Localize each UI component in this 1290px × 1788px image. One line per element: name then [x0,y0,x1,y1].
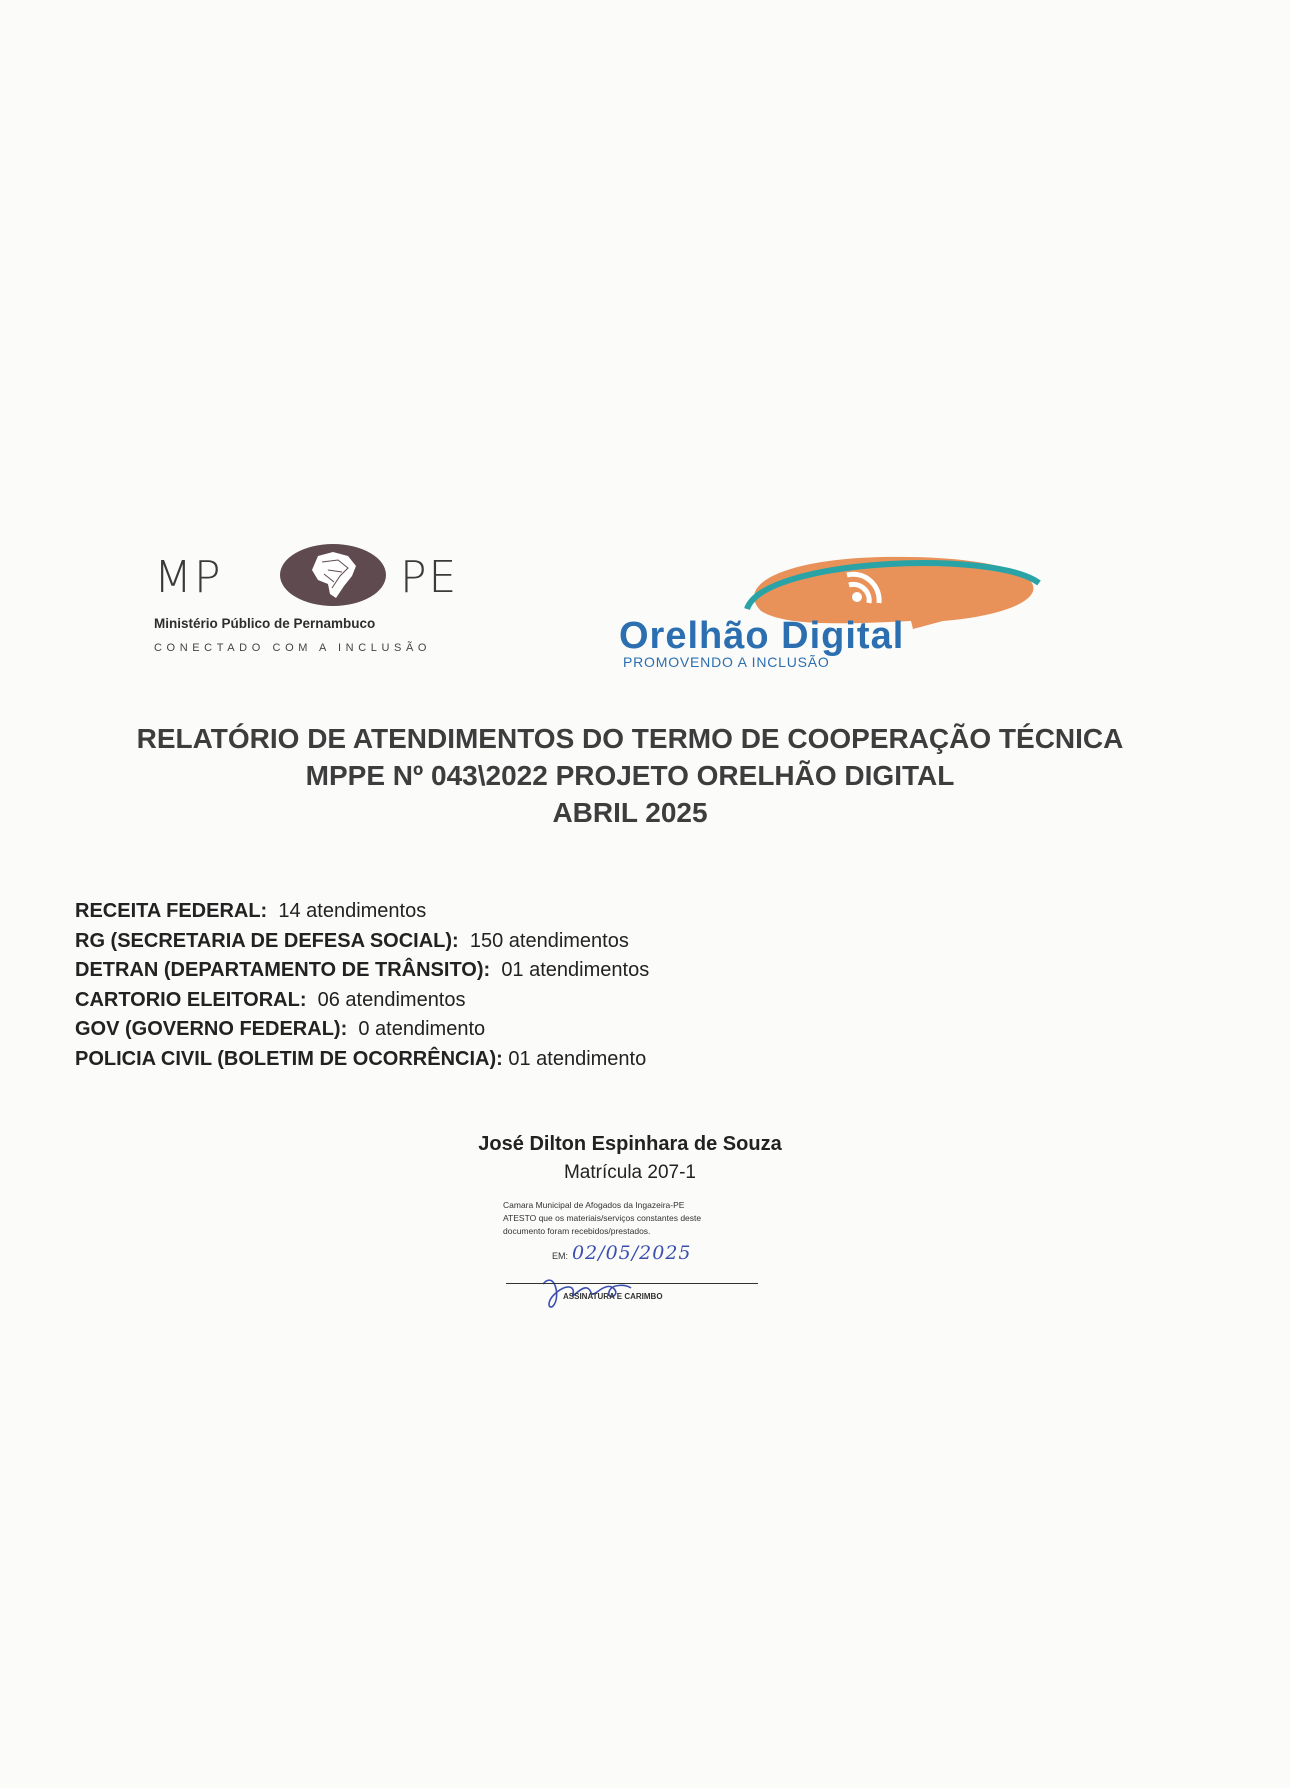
attestation-stamp [500,1200,770,1315]
report-list [75,897,649,1074]
stamp-signature-rule [506,1283,758,1284]
report-item-rg [75,927,649,957]
mppe-wordmark [150,540,490,612]
report-item-policia-civil [75,1045,649,1075]
mppe-logo [150,540,490,660]
report-item-label: DETRAN (DEPARTAMENTO DE TRÂNSITO): [75,959,491,981]
report-item-cartorio-eleitoral [75,986,649,1016]
handwritten-signature-icon [535,1262,645,1312]
report-item-receita-federal [75,897,649,927]
stamp-date-label: EM: [552,1251,569,1261]
report-title-line-2: MPPE Nº 043\2022 PROJETO ORELHÃO DIGITAL [305,760,955,791]
report-item-label: RG (SECRETARIA DE DEFESA SOCIAL): [75,929,459,952]
report-item-value: 0 atendimento [358,1018,486,1040]
report-title-line-3: ABRIL 2025 [552,797,708,828]
report-item-label: CARTORIO ELEITORAL: [75,988,307,1011]
report-item-label: GOV (GOVERNO FEDERAL): [75,1018,348,1040]
stamp-signature-label: ASSINATURA E CARIMBO [563,1292,663,1301]
report-item-value: 150 atendimentos [469,929,629,952]
brazil-map-seal-icon [278,542,388,608]
report-title [0,720,1260,831]
report-item-value: 06 atendimentos [317,988,466,1011]
signer-registration: Matrícula 207-1 [563,1162,696,1183]
report-item-gov [75,1015,649,1045]
mppe-logo-pe: PE [400,552,459,603]
stamp-line-2: ATESTO que os materiais/serviços constantes deste [503,1213,702,1223]
stamp-line-3: documento foram recebidos/prestados. [503,1226,651,1236]
report-item-value: 01 atendimento [508,1047,647,1070]
orelhao-title: Orelhão Digital [619,615,905,657]
report-item-value: 14 atendimentos [278,900,427,922]
report-item-detran [75,956,649,986]
stamp-line-1: Camara Municipal de Afogados da Ingazeira-PE [503,1200,685,1210]
report-item-value: 01 atendimentos [501,959,650,981]
report-item-label: RECEITA FEDERAL: [75,900,268,922]
stamp-date: 02/05/2025 [572,1242,692,1264]
signer-block [0,1133,1260,1184]
mppe-tagline: CONECTADO COM A INCLUSÃO [154,642,432,654]
orelhao-digital-logo [615,555,1075,670]
signer-name: José Dilton Espinhara de Souza [478,1133,782,1155]
mppe-logo-mp: MP [154,552,223,603]
orelhao-tagline: PROMOVENDO A INCLUSÃO [623,654,830,670]
report-item-label: POLICIA CIVIL (BOLETIM DE OCORRÊNCIA): [75,1047,503,1070]
report-title-line-1: RELATÓRIO DE ATENDIMENTOS DO TERMO DE COOPERAÇÃO TÉCNICA [136,723,1124,754]
mppe-subtitle: Ministério Público de Pernambuco [154,616,376,631]
